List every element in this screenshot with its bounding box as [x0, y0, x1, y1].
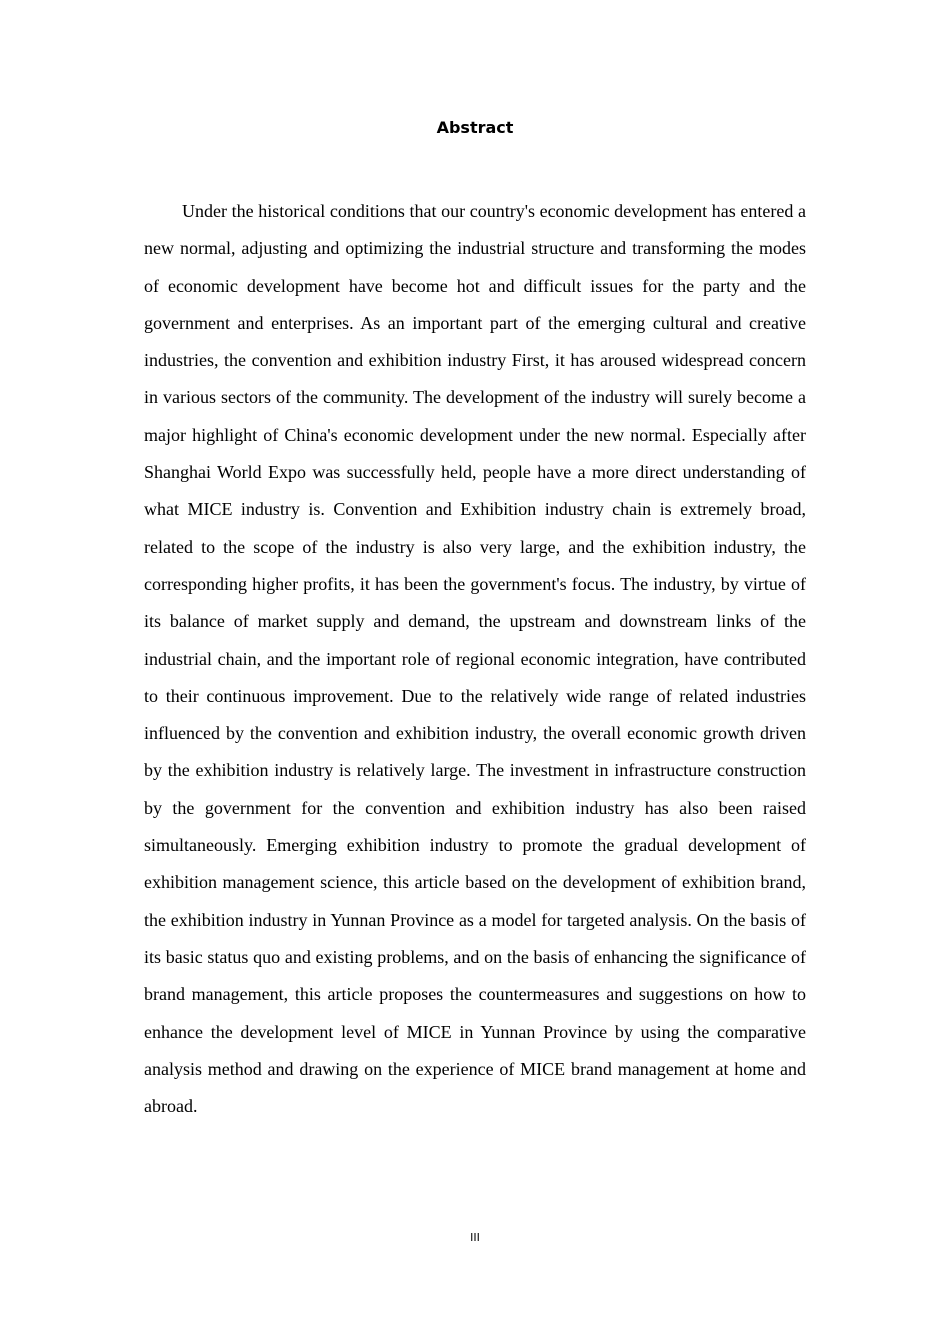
page-number: III: [470, 1231, 480, 1244]
abstract-paragraph: Under the historical conditions that our country's economic development has entered a new normal, adjusting and optimizing the industrial structure and transforming the modes of economic development have become hot and difficult issues for the party and the government and enterprises. As an important part of the emerging cultural and creative industries, the convention and exhibition industry First, it has aroused widespread concern in various sectors of the community. The development of the industry will surely become a major highlight of China's economic development under the new normal. Especially after Shanghai World Expo was successfully held, people have a more direct understanding of what MICE industry is. Convention and Exhibition industry chain is extremely broad, related to the scope of the industry is also very large, and the exhibition industry, the corresponding higher profits, it has been the government's focus. The industry, by virtue of its balance of market supply and demand, the upstream and downstream links of the industrial chain, and the important role of regional economic integration, have contributed to their continuous improvement. Due to the relatively wide range of related industries influenced by the convention and exhibition industry, the overall economic growth driven by the exhibition industry is relatively large. The investment in infrastructure construction by the government for the convention and exhibition industry has also been raised simultaneously. Emerging exhibition industry to promote the gradual development of exhibition management science, this article based on the development of exhibition brand, the exhibition industry in Yunnan Province as a model for targeted analysis. On the basis of its basic status quo and existing problems, and on the basis of enhancing the significance of brand management, this article proposes the countermeasures and suggestions on how to enhance the development level of MICE in Yunnan Province by using the comparative analysis method and drawing on the experience of MICE brand management at home and abroad.: [144, 201, 806, 1117]
page-title: Abstract: [436, 118, 514, 137]
